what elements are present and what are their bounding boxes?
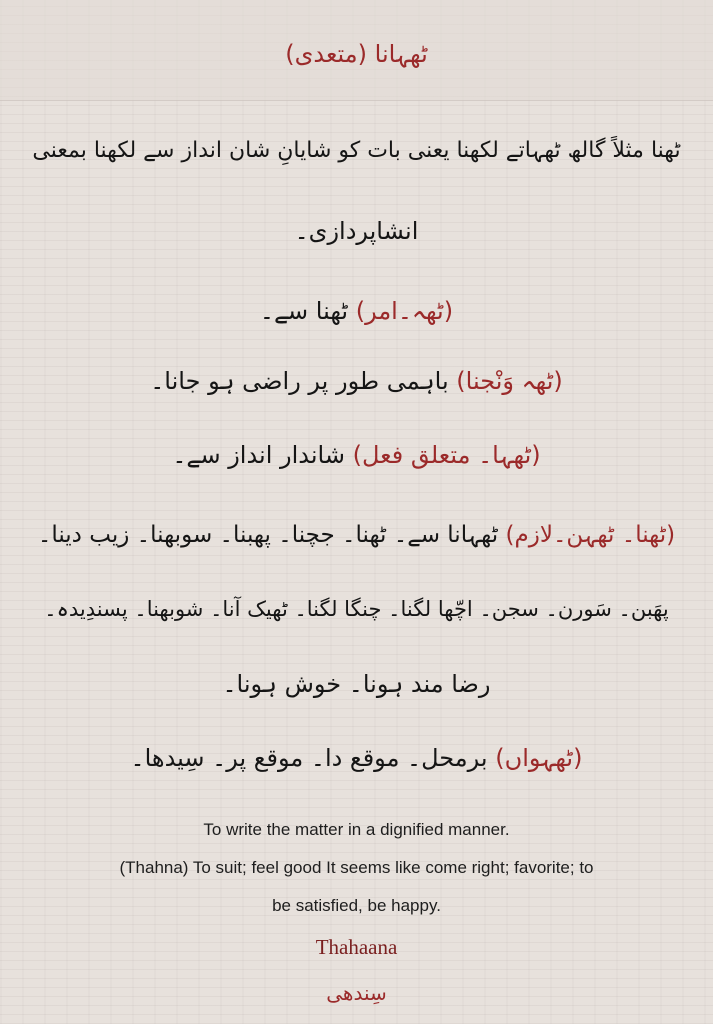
urdu-line-5 [30,437,683,473]
urdu-line-9 [30,740,683,776]
urdu-line-8-text: رضا مند ہونا۔ خوش ہونا۔ [222,670,491,698]
urdu-line-5-text: شاندار انداز سے۔ [172,441,345,469]
urdu-line-3-term: (ٹھہ۔امر) [355,297,454,325]
urdu-line-6-text: ٹھہانا سے۔ ٹھنا۔ جچنا۔ پھبنا۔ سوبھنا۔ زیب دینا۔ [37,522,499,548]
entry-title: ٹھہانا (متعدی) [285,40,428,68]
urdu-line-4-text: باہمی طور پر راضی ہو جانا۔ [150,367,449,395]
english-line-2: (Thahna) To suit; feel good It seems like come right; favorite; to [119,858,594,877]
urdu-line-5-term: (ٹھہا۔ متعلق فعل) [352,441,541,469]
urdu-line-3-text: ٹھنا سے۔ [259,297,349,325]
urdu-line-4 [30,363,683,399]
transliteration: Thahaana [315,935,398,959]
urdu-line-7 [30,591,683,627]
urdu-line-3 [30,293,683,329]
urdu-line-2-text: انشاپردازی۔ [294,217,419,245]
urdu-line-8 [30,666,683,702]
urdu-line-9-text: برمحل۔ موقع دا۔ موقع پر۔ سِیدھا۔ [130,744,488,772]
english-line-3: be satisfied, be happy. [272,896,441,915]
urdu-line-4-term: (ٹھہ وَنْجنا) [456,367,563,395]
urdu-line-9-term: (ٹھہواں) [495,744,583,772]
language-label: سِندھی [326,981,387,1005]
urdu-line-1 [30,133,683,169]
urdu-line-1-text: ٹھنا مثلاً گالھ ٹھہاتے لکھنا یعنی بات کو شایانِ شان انداز سے لکھنا بمعنی [32,138,681,163]
urdu-line-6 [30,517,683,553]
urdu-line-2 [30,213,683,249]
urdu-line-7-text: پھَبن۔ سَورن۔ سجن۔ اچّھا لگنا۔ چنگا لگنا۔ ٹھیک آنا۔ شوبھنا۔ پسندِیدہ۔ [44,597,669,621]
english-line-1: To write the matter in a dignified manner. [203,820,510,839]
urdu-line-6-term: (ٹھنا۔ ٹھہن۔لازم) [505,522,676,548]
